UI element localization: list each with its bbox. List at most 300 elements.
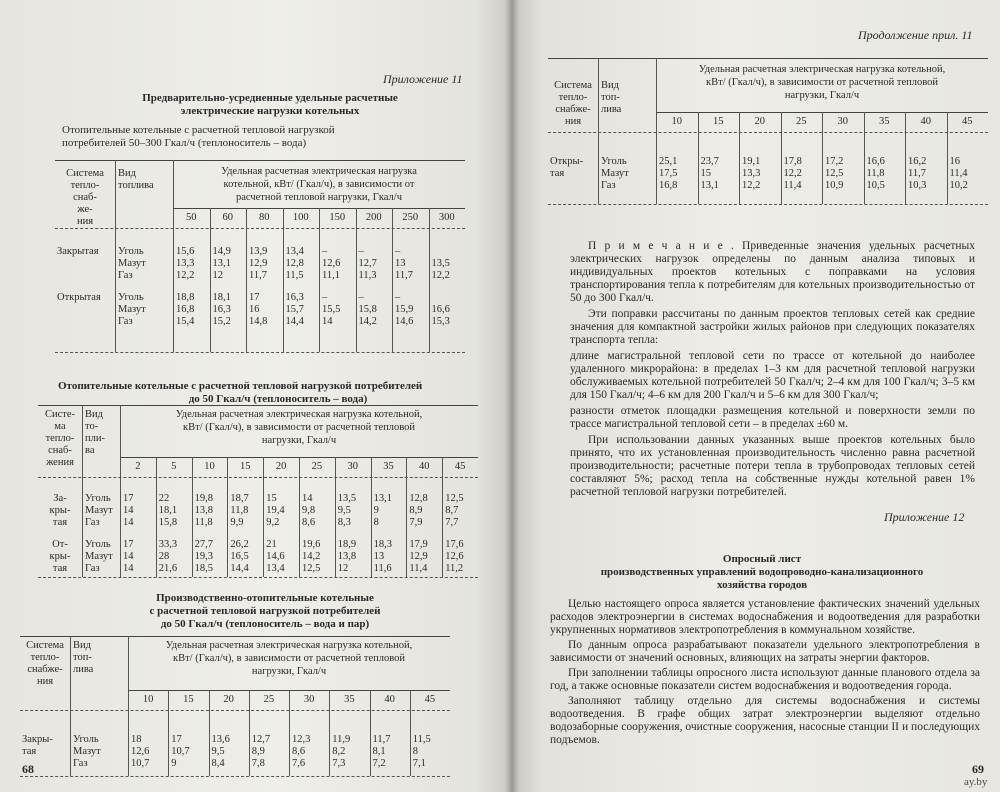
appendix12-label: Приложение 12 [884,510,965,524]
table-cell: 11,3 [358,270,377,281]
system-name: тая [22,746,37,757]
table-cell: – [322,292,328,303]
system-name: Откры- [550,156,584,167]
table-cell: 18,8 [176,292,195,303]
q-title-line-3: хозяйства городов [716,579,808,591]
system-header-line: Система [554,80,592,91]
table-cell: 14,2 [358,316,377,327]
table-cell: 17,2 [825,156,844,167]
table-cell: 13,1 [373,493,392,504]
value-col-divider [356,208,357,352]
table-cell: 8,2 [332,746,346,757]
system-header-line: же- [77,204,93,215]
table-cell: 33,3 [158,539,178,550]
table-cell: 7,9 [409,517,423,528]
column-header: 15 [240,461,251,472]
system-name: кры- [49,551,71,562]
column-header: 40 [920,116,931,127]
table-cell: 8,9 [409,505,423,516]
table-cell: 15,7 [285,304,304,315]
col-divider [173,160,174,352]
table-cell: 16,8 [659,180,678,191]
table2-title-line-2: до 50 Гкал/ч (теплоноситель – вода) [188,393,368,405]
table1-title-line-1: Отопительные котельные с расчетной тепловой нагрузкой [62,124,335,136]
table-cell: 13,5 [431,258,450,269]
table-cell: 12,6 [445,551,464,562]
table-cell: 12,9 [249,258,268,269]
table-cell: 10,5 [866,180,885,191]
fuel-header-line: топлива [118,180,154,191]
table-cell: 12 [337,563,349,574]
system-header-line: тепло- [45,433,75,444]
header-bottom-rule [55,228,465,229]
table-cell: 17,5 [659,168,678,179]
note-paragraph: При использовании данных указанных выше проектов котельных было принято, что их установленная производительность численно равна расчетной производительности; расчетные потери тепла в трубопроводах тепловых сетей составляют 5%; расход тепла на собственные нужды котельной равен 1% расчетной тепловой нагрузки потребителей. [570,434,975,498]
table2-title [58,380,498,406]
table-cell: 12,7 [358,258,377,269]
column-header: 300 [438,212,455,223]
value-col-divider [192,457,193,577]
table-cell: 10,7 [171,746,190,757]
table-cell: 12,9 [409,551,428,562]
system-header-line: тепло- [558,92,588,103]
table-cell: 19,6 [302,539,321,550]
value-col-divider [246,208,247,352]
table-cell: 17 [123,493,134,504]
fuel-header-line: Вид [85,409,103,420]
fuel-name: Мазут [118,258,146,269]
fuel-name: Уголь [118,246,144,257]
table-cell: 13,1 [212,258,231,269]
fuel-name: Уголь [601,156,627,167]
system-header-line: Систе- [44,409,76,420]
column-header: 30 [837,116,848,127]
table-cell: 9,5 [211,746,225,757]
table-cell: 21,6 [158,563,178,574]
fuel-name: Уголь [118,292,144,303]
fuel-name: Уголь [73,734,99,745]
table-cell: 18,5 [194,563,213,574]
header-bottom-rule [20,710,450,711]
main-title-line-2: электрические нагрузки котельных [180,105,360,117]
table-cell: 13,8 [194,505,213,516]
table-bottom-rule [548,204,988,205]
table-cell: 13,1 [700,180,719,191]
table-cell: 25,1 [659,156,678,167]
main-title [110,92,430,118]
system-header-line: снабже- [555,104,591,115]
column-header: 150 [329,212,346,223]
table-cell: 21 [266,539,277,550]
table-cell: 12,7 [251,734,271,745]
table-cell: 12,2 [431,270,450,281]
table-cell: 11,6 [373,563,392,574]
column-header: 20 [754,116,765,127]
table-cell: 9,8 [302,505,316,516]
table-cell: 11,8 [866,168,885,179]
column-header: 25 [311,461,323,472]
table-cell: 8 [412,746,418,757]
table3-title-line-1: Производственно-отопительные котельные [156,592,374,604]
table-cell: 18,3 [373,539,392,550]
table-cell: 18,7 [230,493,249,504]
table-cell: 7,1 [412,758,426,769]
load-header-line: нагрузки, Гкал/ч [261,435,337,446]
table-cell: 11,8 [230,505,249,516]
table-cell: 15,2 [212,316,231,327]
table-bottom-rule [20,776,450,777]
fuel-name: Уголь [85,493,111,504]
table-cell: 16,6 [431,304,450,315]
table-cell: 19,8 [194,493,213,504]
table-cell: 11,5 [412,734,431,745]
note-paragraph: разности отметок площадки размещения котельной и поверхности земли по трассе магистральной тепловой сети – в пределах ±60 м. [570,405,975,430]
col-divider [656,58,657,204]
table-cell: 14,2 [302,551,321,562]
table-cell: – [395,292,401,303]
fuel-header-line: пли- [85,433,105,444]
system-header-line: ма [54,421,66,432]
column-header: 50 [186,212,197,223]
table-cell: 9 [171,758,177,769]
fuel-name: Мазут [85,551,113,562]
column-header: 2 [135,461,141,472]
table-cell: 12,8 [409,493,428,504]
table-cell: 16,5 [230,551,249,562]
system-name: Закры- [22,734,53,745]
table-cell: 8,1 [372,746,386,757]
fuel-name: Мазут [601,168,629,179]
table-cell: 16,6 [866,156,885,167]
table-cell: 14 [302,493,313,504]
table-cell: 7,6 [292,758,306,769]
fuel-name: Газ [85,563,100,574]
column-header: 100 [292,212,309,223]
value-col-divider [371,457,372,577]
fuel-header-line: Вид [601,80,619,91]
table-cell: 22 [158,493,170,504]
table-cell: 15,6 [176,246,195,257]
table-cell: 9,5 [337,505,351,516]
fuel-name: Уголь [85,539,111,550]
fuel-header-line: Вид [73,640,91,651]
col-divider [598,58,599,204]
value-col-divider [406,457,407,577]
header-bottom-rule [548,132,988,133]
column-header: 40 [384,694,395,705]
table-cell: 11,8 [194,517,213,528]
table-cell: 7,7 [445,517,459,528]
value-col-divider [210,208,211,352]
value-col-divider [319,208,320,352]
col-divider [120,405,121,577]
table-cell: 15,9 [395,304,414,315]
system-name: От- [52,539,68,550]
system-name: тая [52,517,68,528]
table3 [20,636,450,776]
col-divider [82,405,83,577]
table-bottom-rule [55,352,465,353]
fuel-name: Газ [85,517,100,528]
table-cell: 26,2 [230,539,249,550]
table-cell: 15 [700,168,711,179]
table-cell: 13,4 [266,563,285,574]
column-header: 40 [419,461,430,472]
load-header-line: кВт/ (Гкал/ч), в зависимости от расчетной тепловой [705,77,939,88]
column-header: 45 [454,461,466,472]
table-cell: 7,2 [372,758,386,769]
table-cell: 8,6 [292,746,306,757]
questionnaire-body [550,598,980,749]
note-paragraph: Эти поправки рассчитаны по данным проектов тепловых сетей как средние значения для компактной застройки жилых районов при следующих показателях транспорта тепла: [570,308,975,346]
fuel-name: Газ [118,316,133,327]
q-title-line-2: производственных управлений водопроводно-канализационного [600,566,924,578]
note-paragraph: длине магистральной тепловой сети по трассе от котельной до наиболее удаленного микрорайона: в пределах 1–3 км для расчетной тепловой нагрузки обслуживаемых котельной потребителей 50 Гкал/ч; 2–4 км для 100 Гкал/ч; 3–5 км для 150 Гкал/ч; 4–6 км для 200 Гкал/ч и 5–6 км для 300 Гкал/ч; [570,350,975,401]
table-cell: 13,6 [211,734,230,745]
table-cell: 11,4 [949,168,968,179]
table-cell: 19,4 [266,505,285,516]
page-number-left: 68 [22,762,34,776]
column-header: 10 [142,694,154,705]
table-cell: 12,2 [176,270,195,281]
table-cell: 15,4 [176,316,195,327]
table-cell: 17 [123,539,134,550]
table1-title [62,124,462,150]
value-col-divider [299,457,300,577]
column-header: 200 [365,212,382,223]
system-name: тая [52,563,68,574]
table2 [38,405,478,583]
table-cell: – [322,246,328,257]
table-cell: 17 [171,734,182,745]
table-top-rule [20,636,450,637]
fuel-name: Газ [73,758,88,769]
system-name: Открытая [57,292,101,303]
load-header-line: нагрузки, Гкал/ч [251,666,327,677]
table-cell: 10,2 [949,180,968,191]
header-bottom-rule [38,477,478,478]
table-cell: 12,2 [742,180,761,191]
column-header: 10 [671,116,682,127]
system-header-line: ния [564,116,582,127]
table3-title [95,592,435,631]
table-cell: 12,3 [292,734,311,745]
load-header-line: Удельная расчетная электрическая нагрузка котельной, [175,409,423,420]
table-cell: 8,9 [251,746,265,757]
fuel-header-line: лива [601,104,622,115]
questionnaire-paragraph: При заполнении таблицы опросного листа используют данные планового отдела за год, а также основные показатели систем водоснабжения и водоотведения города. [550,667,980,692]
column-header: 20 [275,461,287,472]
table-cell: 13 [395,258,406,269]
table-cell: 12,5 [445,493,464,504]
table-cell: 13,9 [249,246,268,257]
table-cell: 10,9 [825,180,844,191]
value-col-divider [283,208,284,352]
table-cell: 18,1 [212,292,231,303]
questionnaire-paragraph: Заполняют таблицу отдельно для системы водоснабжения и системы водоотведения. В графе общих затрат электроэнергии выделяют отдельно водозаборные сооружения, очистные сооружения, насосные станции II и последующих подъемов. [550,695,980,746]
fuel-name: Мазут [73,746,101,757]
table-cell: 12 [212,270,223,281]
column-header: 45 [424,694,436,705]
table-cell: 15,3 [431,316,450,327]
questionnaire-paragraph: По данным опроса разрабатывают показатели удельного электропотребления в зависимости от значений основных, влияющих на затраты энергии факторов. [550,639,980,664]
value-col-divider [442,457,443,577]
table-cell: 28 [158,551,170,562]
table-cell: 8,4 [211,758,225,769]
table-top-rule [55,160,465,161]
fuel-name: Газ [601,180,616,191]
table-cell: 11,7 [249,270,267,281]
load-header-line: кВт/ (Гкал/ч), в зависимости от расчетной тепловой [172,653,406,664]
fuel-header-line: лива [73,664,94,675]
load-header-line: Удельная расчетная электрическая нагрузка [221,166,417,177]
load-header-line: Удельная расчетная электрическая нагрузка котельной, [165,640,413,651]
note-block [570,240,975,502]
fuel-name: Газ [118,270,133,281]
q-title-line-1: Опросный лист [722,553,802,565]
table-cell: 11,4 [409,563,428,574]
system-name: тая [550,168,565,179]
continuation-label: Продолжение прил. 11 [858,28,973,42]
table-cell: 11,9 [332,734,351,745]
system-header-line: Система [26,640,64,651]
system-header-line: снаб- [73,192,97,203]
table-cell: 17,9 [409,539,428,550]
table-cell: 9,2 [266,517,280,528]
table-bottom-rule [38,577,478,578]
fuel-header-line: топ- [73,652,92,663]
column-header: 10 [204,461,215,472]
table-cell: 17,8 [783,156,802,167]
main-title-line-1: Предварительно-усредненные удельные расчетные [142,92,398,104]
system-name: кры- [49,505,71,516]
table-cell: 8,6 [302,517,316,528]
system-header-line: тепло- [70,180,100,191]
table-cell: 9,9 [230,517,244,528]
table-cell: 8 [373,517,379,528]
column-header: 5 [171,461,177,472]
table-cell: 11,4 [783,180,802,191]
table-cell: 18,1 [158,505,178,516]
table-cell: 14,4 [230,563,249,574]
column-header: 25 [263,694,275,705]
table-cell: – [395,246,401,257]
fuel-header-line: топ- [601,92,620,103]
table-cell: 19,1 [742,156,761,167]
table-cell: 16 [249,304,260,315]
system-header-line: тепло- [30,652,60,663]
table-cell: 9 [373,505,379,516]
system-header-line: снаб- [48,445,72,456]
table-cell: 23,7 [700,156,719,167]
column-header: 35 [383,461,394,472]
load-header-line: нагрузки, Гкал/ч [784,90,860,101]
table-cell: 12,2 [783,168,802,179]
table-cell: 14 [322,316,333,327]
column-header: 30 [347,461,358,472]
table-cell: 13 [373,551,385,562]
book-gutter [505,0,519,792]
table-cell: 12,6 [322,258,341,269]
value-col-divider [429,208,430,352]
column-header: 35 [344,694,355,705]
table-cell: 12,5 [825,168,844,179]
table-cell: 16,3 [285,292,304,303]
system-header-line: ния [76,216,94,227]
table-cell: 14,6 [266,551,285,562]
table-cell: 11,1 [322,270,340,281]
column-header: 60 [222,212,233,223]
fuel-header-line: то- [85,421,99,432]
fuel-name: Мазут [85,505,113,516]
table-cell: 27,7 [194,539,213,550]
table-cell: 7,8 [251,758,265,769]
table-cell: 11,7 [908,168,926,179]
column-header: 15 [713,116,724,127]
value-col-divider [392,208,393,352]
fuel-header-line: ва [85,445,95,456]
table-cell: 12,6 [131,746,150,757]
table-cell: 15,8 [158,517,178,528]
load-header-line: кВт/ (Гкал/ч), в зависимости от расчетной тепловой [182,422,416,433]
table-cell: 16 [949,156,960,167]
table-cell: 13,3 [176,258,195,269]
table1 [55,160,465,352]
appendix-label: Приложение 11 [383,72,463,86]
questionnaire-title [552,553,972,592]
load-header-line: расчетной тепловой нагрузки, Гкал/ч [235,192,402,203]
table-cell: 17,6 [445,539,464,550]
system-header-line: жения [46,457,74,468]
note-paragraph: П р и м е ч а н и е . Приведенные значения удельных расчетных электрических нагрузок определены по данным анализа типовых и индивидуальных проектов котельных с поправками на условия транспортирования тепла к потребителям для котельных производительностью от 50 до 300 Гкал/ч. [570,240,975,304]
table-cell: 18 [131,734,142,745]
table-cell: 7,3 [332,758,346,769]
page-number-right: 69 [972,762,984,776]
table-cell: 14 [123,505,134,516]
column-header: 25 [796,116,807,127]
table-cell: 14 [123,563,134,574]
column-header: 45 [962,116,973,127]
table-cell: 11,7 [372,734,391,745]
table-cell: 12,8 [285,258,304,269]
table-cell: 10,3 [908,180,927,191]
table-cell: 16,3 [212,304,231,315]
system-header-line: снабже- [27,664,63,675]
table3-title-line-2: с расчетной тепловой нагрузкой потребителей [149,605,381,617]
table-cell: 13,4 [285,246,304,257]
table4 [548,58,988,208]
column-header: 80 [259,212,270,223]
table-cell: 14,9 [212,246,231,257]
column-header: 35 [879,116,890,127]
table-cell: 13,3 [742,168,761,179]
column-header: 30 [303,694,315,705]
table-cell: 14 [123,517,134,528]
fuel-header-line: Вид [118,168,136,179]
questionnaire-paragraph: Целью настоящего опроса является установление фактических значений удельных расходов электроэнергии в системах водоснабжения и водоотведения для разработки укрупненных нормативов электропотребления в коммунальном хозяйстве. [550,598,980,636]
col-divider [128,636,129,776]
table-cell: 8,7 [445,505,459,516]
table-cell: 14,8 [249,316,268,327]
column-header: 20 [223,694,234,705]
value-col-divider [227,457,228,577]
table-cell: 11,7 [395,270,413,281]
fuel-name: Мазут [118,304,146,315]
value-col-divider [263,457,264,577]
table-cell: 13,8 [337,551,357,562]
table-cell: 11,2 [445,563,464,574]
table-cell: 12,5 [302,563,321,574]
